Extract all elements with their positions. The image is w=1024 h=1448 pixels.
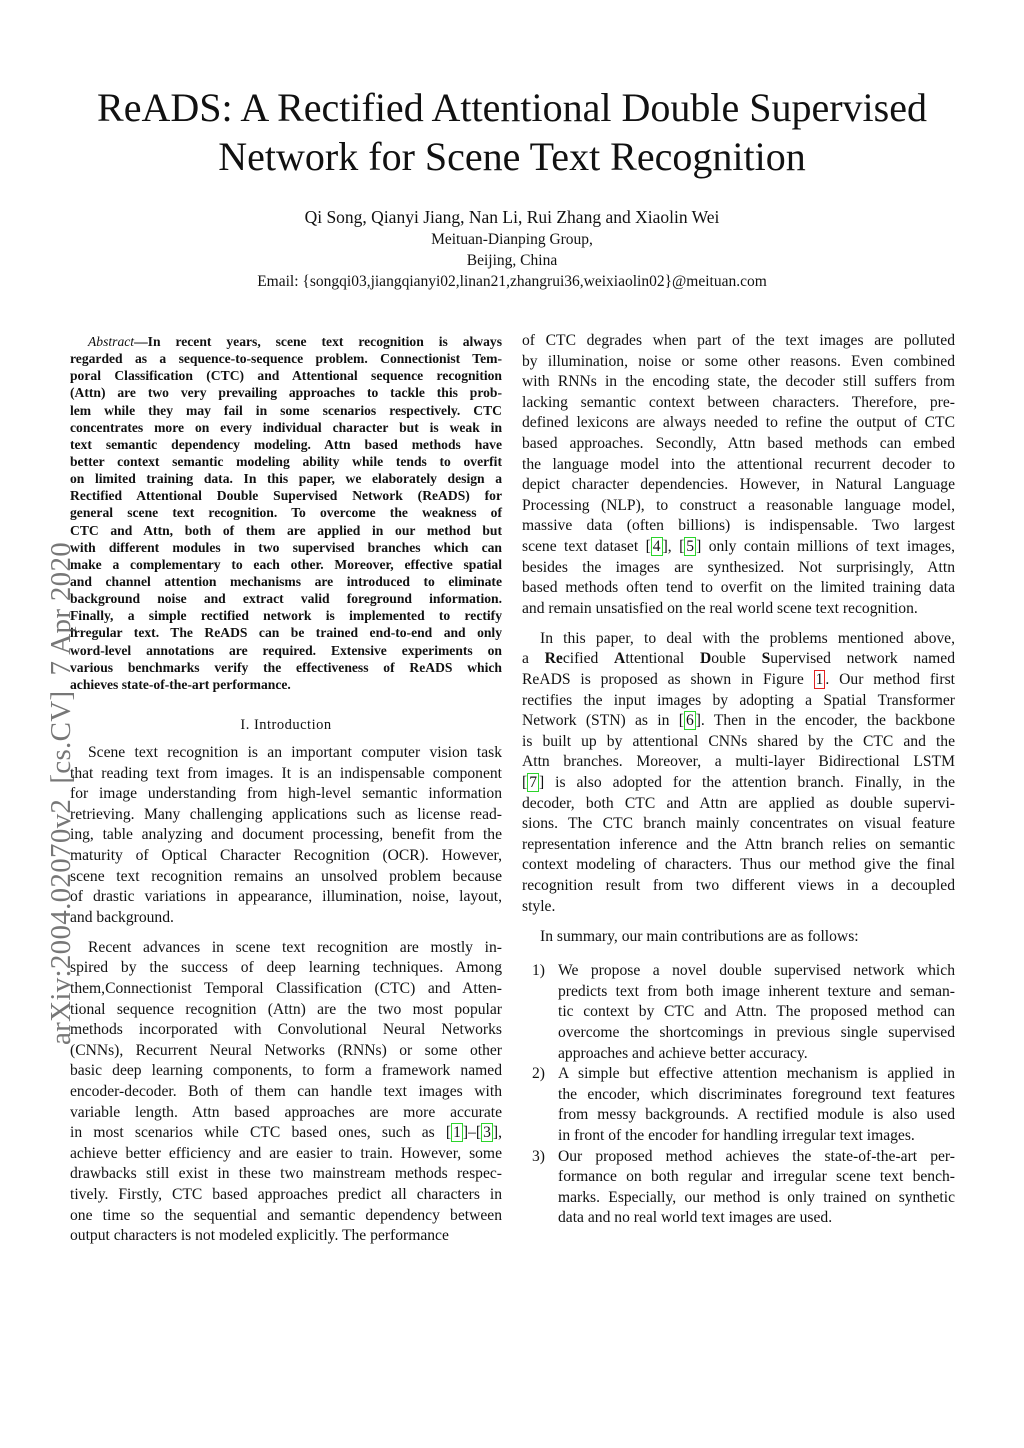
text-line: output characters is not modeled explicitly. The performance xyxy=(70,1227,449,1245)
arxiv-stamp: arXiv:2004.02070v2 [cs.CV] 7 Apr 2020 xyxy=(45,541,77,1045)
text-line: style. xyxy=(522,897,556,915)
text-line: sions. The CTC branch mainly concentrates on visual feature xyxy=(522,815,955,833)
text-line: the language model into the attentional recurrent decoder to xyxy=(522,455,955,473)
text-line: by illumination, noise or some other reasons. Even combined xyxy=(522,352,955,370)
contributions-list xyxy=(522,961,955,1229)
text-line: Network (STN) as in [ 6 ]. Then in the encoder, the backbone xyxy=(522,712,955,730)
text-line: based approaches. Secondly, Attn based methods can embed xyxy=(522,434,955,452)
abstract-label: Abstract xyxy=(88,334,135,349)
abstract-line: text semantic dependency modeling. Attn based methods have xyxy=(70,436,502,452)
abstract-line: background noise and extract valid foreground information. xyxy=(70,591,502,607)
affiliation: Meituan-Dianping Group, xyxy=(431,231,593,248)
text-line: massive data (often billions) is indispensable. Two largest xyxy=(522,517,955,535)
text-line: ing, table analyzing and document processing, benefit from the xyxy=(70,826,502,844)
text-line: drawbacks still exist in these two mainstream methods respec- xyxy=(70,1165,502,1183)
abstract-line: general scene text recognition. To overcome the weakness of xyxy=(70,505,502,521)
text-line: a Recified Attentional Double Supervised network named xyxy=(522,650,955,668)
text-line: Processing (NLP), to construct a reasonable language model, xyxy=(522,496,955,514)
text-line: retrieving. Many challenging applications such as license read- xyxy=(70,805,502,823)
email: Email: {songqi03,jiangqianyi02,linan21,zhangrui36,weixiaolin02}@meituan.com xyxy=(257,273,767,290)
intro-paragraph xyxy=(70,743,502,928)
text-line: them,Connectionist Temporal Classification (CTC) and Atten- xyxy=(70,980,502,998)
text-line: the encoder, which discriminates foreground text features xyxy=(558,1085,955,1103)
text-line: Our proposed method achieves the state-of-the-art per- xyxy=(558,1147,955,1165)
list-number: 3) xyxy=(532,1147,545,1165)
text-line: basic deep learning components, to form a framework named xyxy=(70,1062,502,1080)
text-line: based methods often tend to overfit on the limited training data xyxy=(522,579,955,597)
body-paragraph xyxy=(522,629,955,917)
text-line: representation inference and the Attn branch relies on semantic xyxy=(522,835,955,853)
text-line: encoder-decoder. Both of them can handle text images with xyxy=(70,1083,502,1100)
text-line: Attn branches. Moreover, a multi-layer Bidirectional LSTM xyxy=(522,753,955,771)
text-line: A simple but effective attention mechanism is applied in xyxy=(558,1065,955,1083)
text-line: scene text dataset [ 4 ], [ 5 ] only contain millions of text images, xyxy=(522,537,955,555)
abstract-line: (Attn) are two very prevailing approaches to tackle this prob- xyxy=(70,385,502,401)
left-column xyxy=(70,700,502,1256)
text-line: marks. Especially, our method is only trained on synthetic xyxy=(558,1188,955,1206)
text-line: decoder, both CTC and Attn are applied as double supervi- xyxy=(522,794,955,812)
text-line: formance on both regular and irregular scene text bench- xyxy=(558,1168,955,1186)
intro-paragraph xyxy=(70,938,502,1247)
abstract xyxy=(70,333,502,693)
abstract-line: with different modules in two supervised branches which can xyxy=(70,539,502,555)
text-line: Scene text recognition is an important computer vision task xyxy=(88,744,502,761)
list-number: 2) xyxy=(532,1065,545,1083)
paper-title-line-1: ReADS: A Rectified Attentional Double Supervised xyxy=(97,85,927,130)
text-line: (CNNs), Recurrent Neural Networks (RNNs) or some other xyxy=(70,1041,502,1059)
abstract-line: and channel attention mechanisms are introduced to eliminate xyxy=(70,573,502,589)
text-line: In this paper, to deal with the problems mentioned above, xyxy=(540,629,955,647)
contribution-item xyxy=(522,1147,955,1229)
text-line: spired by the success of deep learning techniques. Among xyxy=(70,959,502,977)
contribution-item xyxy=(522,1064,955,1146)
abstract-line: Finally, a simple rectified network is implemented to rectify xyxy=(70,608,502,624)
text-line: predicts text from both image inherent texture and seman- xyxy=(558,982,955,1000)
abstract-line: concentrates more on every individual character but is weak in xyxy=(70,419,502,435)
text-line: and background. xyxy=(70,908,174,926)
abstract-line: CTC and Attn, both of them are applied in our method but xyxy=(70,522,502,538)
text-line: [ 7 ] is also adopted for the attention branch. Finally, in the xyxy=(522,773,955,791)
text-line: maturity of Optical Character Recognition (OCR). However, xyxy=(70,846,502,864)
text-line: lacking semantic context between characters. Therefore, pre- xyxy=(522,393,955,411)
text-line: is built up by attentional CNNs shared by the CTC and the xyxy=(522,732,955,750)
text-line: defined lexicons are always needed to refine the output of CTC xyxy=(522,414,955,432)
authors: Qi Song, Qianyi Jiang, Nan Li, Rui Zhang and Xiaolin Wei xyxy=(304,207,720,227)
text-line: and remain unsatisfied on the real world scene text recognition. xyxy=(522,599,918,617)
section-heading: I. Introduction xyxy=(240,717,332,733)
text-line: scene text recognition remains an unsolved problem because xyxy=(70,867,502,885)
abstract-line: achieves state-of-the-art performance. xyxy=(70,676,291,692)
contribution-item xyxy=(522,961,955,1064)
paper-title-line-2: Network for Scene Text Recognition xyxy=(218,134,806,179)
text-line: with RNNs in the encoding state, the decoder still suffers from xyxy=(522,373,955,391)
abstract-line: irregular text. The ReADS can be trained end-to-end and only xyxy=(70,625,502,641)
location: Beijing, China xyxy=(466,252,558,269)
text-line: ReADS is proposed as shown in Figure 1 . Our method first xyxy=(522,671,955,688)
text-line: tional sequence recognition (Attn) are the two most popular xyxy=(70,1000,502,1018)
text-line: methods incorporated with Convolutional Neural Networks xyxy=(70,1021,502,1039)
text-line: from messy backgrounds. A rectified module is also used xyxy=(558,1106,955,1124)
abstract-line: lem while they may fail in some scenarios respectively. CTC xyxy=(70,402,502,418)
text-line: of drastic variations in appearance, illumination, noise, layout, xyxy=(70,888,502,906)
abstract-line: word-level annotations are required. Extensive experiments on xyxy=(70,642,502,658)
text-line: In summary, our main contributions are as follows: xyxy=(540,927,859,945)
text-line: approaches and achieve better accuracy. xyxy=(558,1044,808,1062)
abstract-line: various benchmarks verify the effectiveness of ReADS which xyxy=(70,659,502,675)
text-line: data and no real world text images are used. xyxy=(558,1209,833,1227)
text-line: for image understanding from high-level semantic information xyxy=(70,785,502,803)
text-line: besides the images are synthesized. Not surprisingly, Attn xyxy=(522,558,955,576)
text-line: in most scenarios while CTC based ones, such as [ 1 ]–[ 3 ], xyxy=(70,1124,502,1142)
text-line: overcome the shortcomings in previous single supervised xyxy=(558,1024,955,1041)
text-line: Recent advances in scene text recognition are mostly in- xyxy=(88,938,502,956)
text-line: one time so the sequential and semantic dependency between xyxy=(70,1206,502,1224)
abstract-first-line: Abstract—In recent years, scene text recognition is always xyxy=(88,334,502,349)
text-line: of CTC degrades when part of the text images are polluted xyxy=(522,332,955,349)
text-line: achieve better efficiency and are easier to train. However, some xyxy=(70,1144,502,1162)
abstract-line: poral Classification (CTC) and Attentional sequence recognition xyxy=(70,368,502,384)
text-line: recognition result from two different views in a decoupled xyxy=(522,876,955,894)
abstract-line: Rectified Attentional Double Supervised Network (ReADS) for xyxy=(70,488,502,504)
text-line: depict character dependencies. However, in Natural Language xyxy=(522,476,955,494)
right-column xyxy=(522,331,955,1229)
abstract-line: on limited training data. In this paper, we elaborately design a xyxy=(70,471,502,487)
abstract-line: make a complementary to each other. Moreover, effective spatial xyxy=(70,556,502,572)
body-paragraph xyxy=(522,331,955,619)
list-number: 1) xyxy=(532,962,545,980)
text-line: that reading text from images. It is an indispensable component xyxy=(70,764,502,782)
abstract-line: regarded as a sequence-to-sequence problem. Connectionist Tem- xyxy=(70,351,502,367)
text-line: context modeling of characters. Thus our method give the final xyxy=(522,856,955,874)
text-line: tic context by CTC and Attn. The proposed method can xyxy=(558,1003,955,1021)
text-line: We propose a novel double supervised network which xyxy=(558,962,955,980)
text-line: tively. Firstly, CTC based approaches predict all characters in xyxy=(70,1185,502,1203)
body-paragraph xyxy=(522,927,955,948)
text-line: variable length. Attn based approaches are more accurate xyxy=(70,1103,502,1121)
abstract-line: better context semantic modeling ability while tends to overfit xyxy=(70,453,502,469)
text-line: rectifies the input images by adopting a Spatial Transformer xyxy=(522,691,955,709)
text-line: in front of the encoder for handling irregular text images. xyxy=(558,1126,915,1144)
